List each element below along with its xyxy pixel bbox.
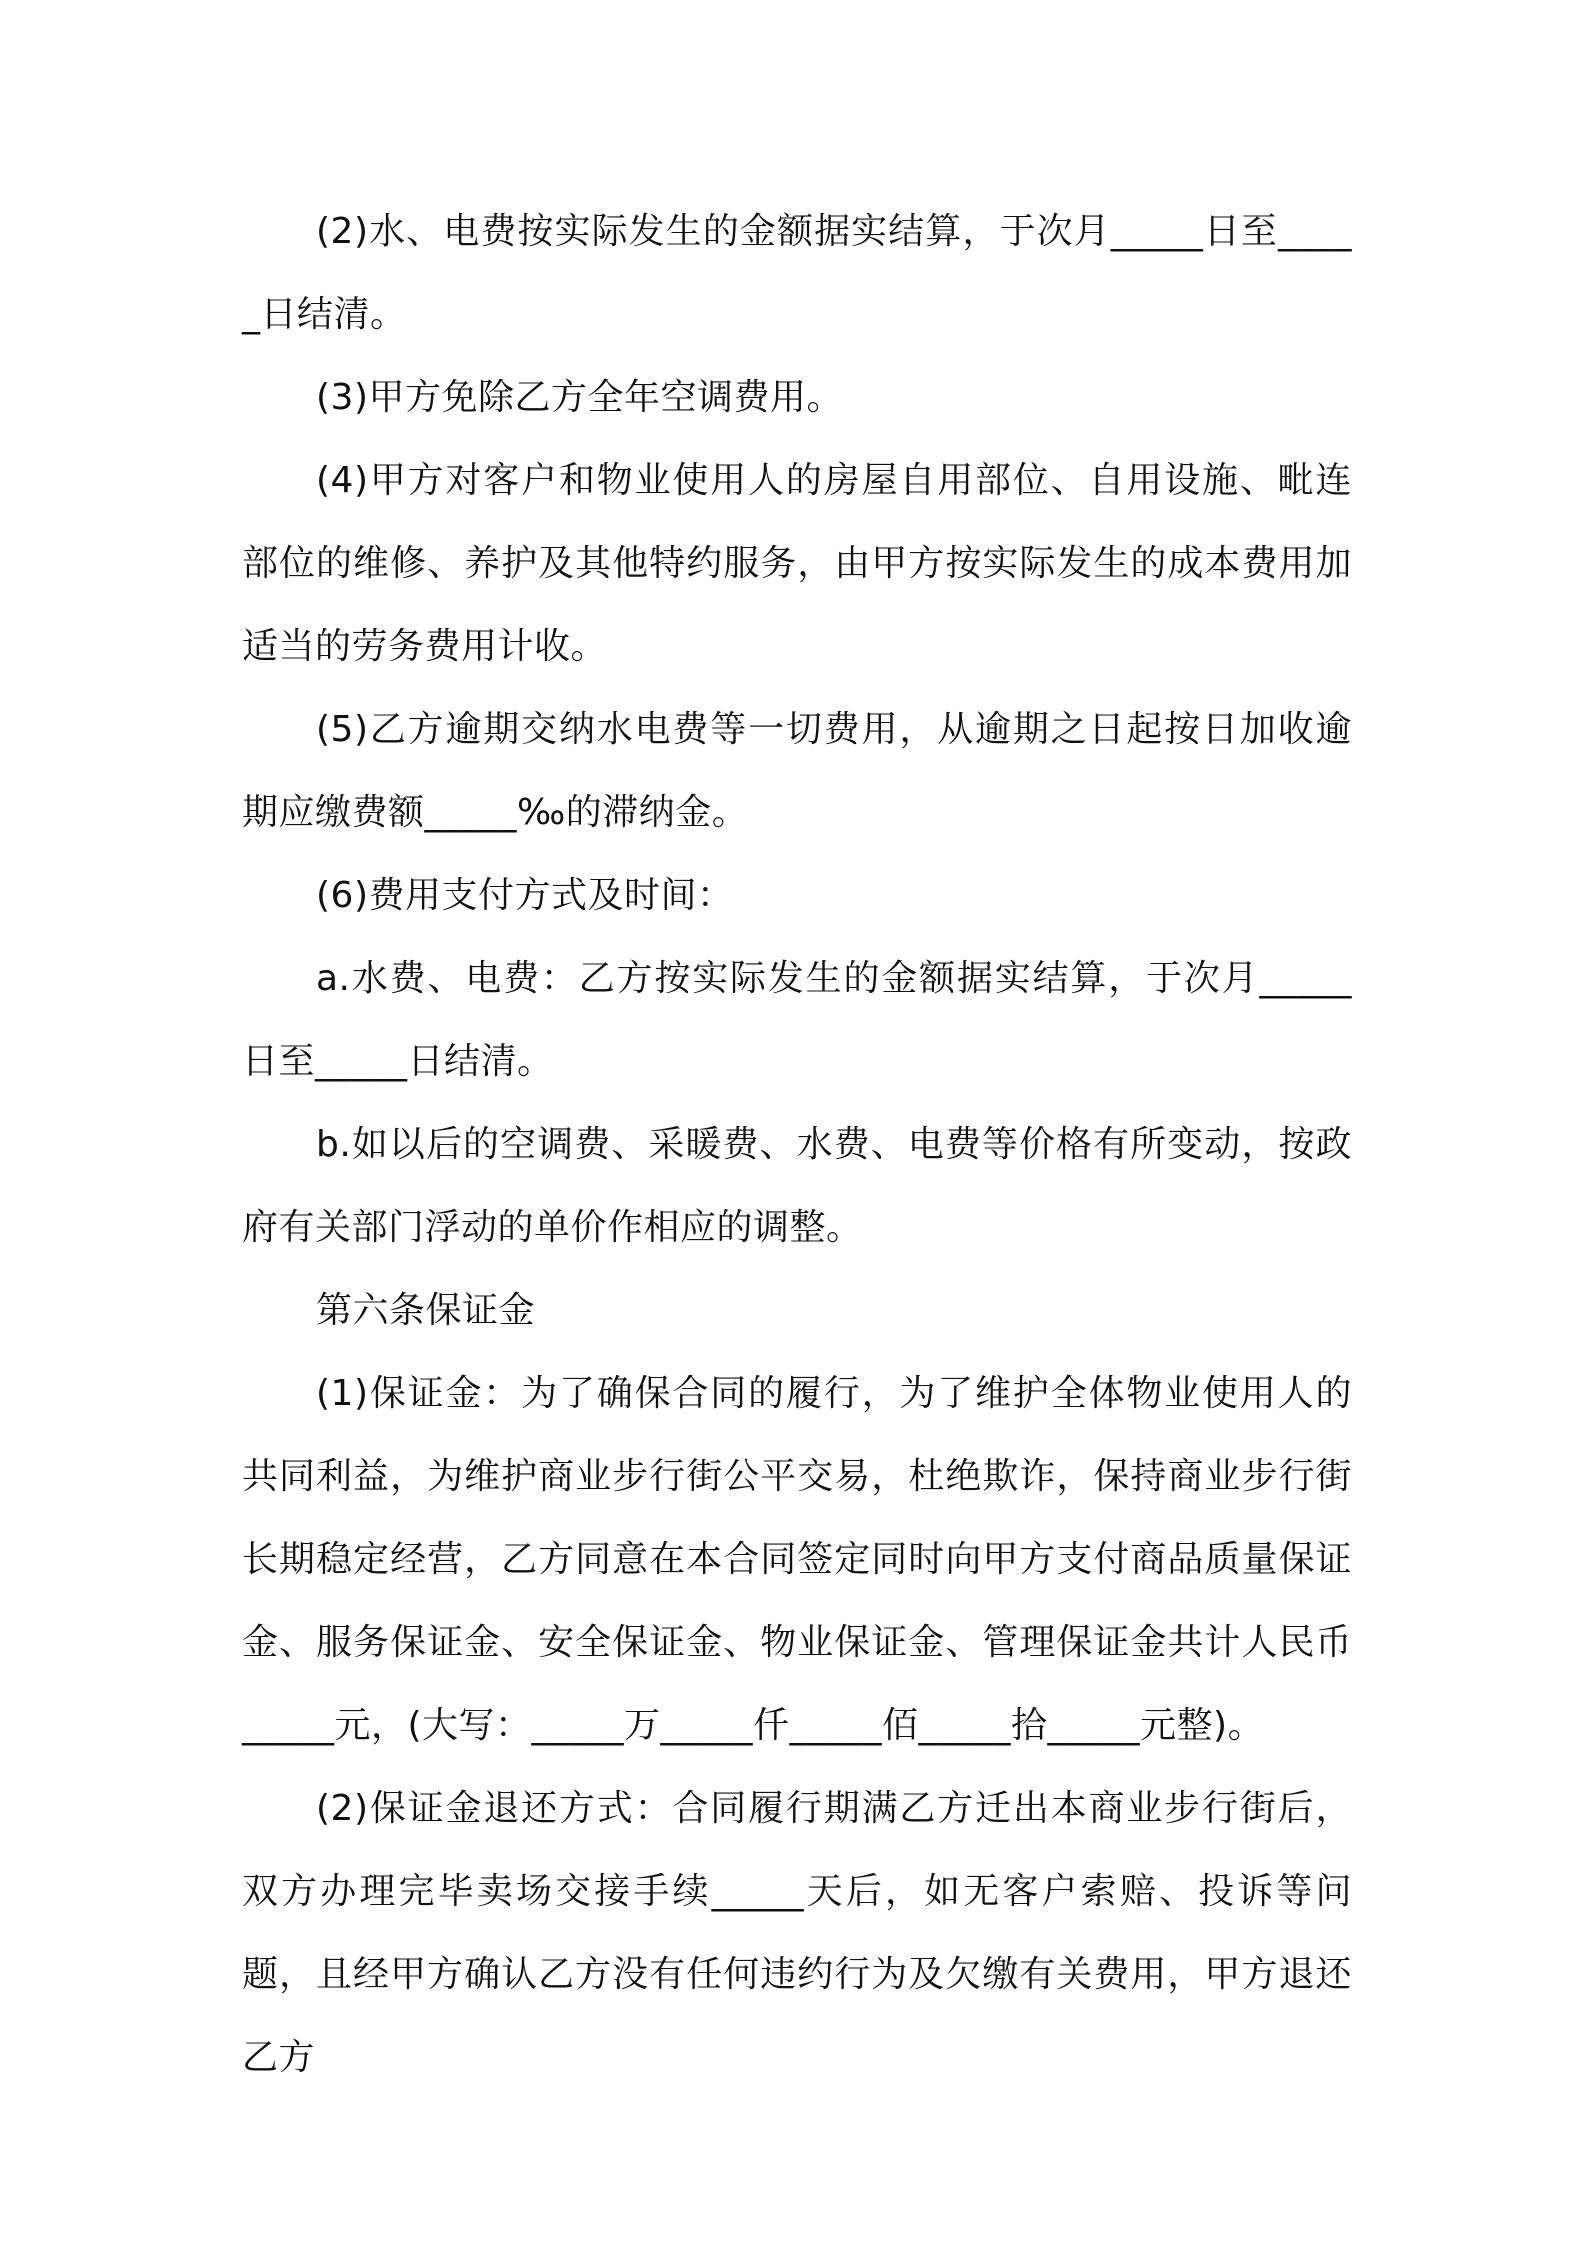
paragraph-price-adjustment: b.如以后的空调费、采暖费、水费、电费等价格有所变动，按政府有关部门浮动的单价作相应的调整。 (242, 1124, 1352, 1248)
document-body (242, 190, 1352, 2099)
paragraph-late-fee: (5)乙方逾期交纳水电费等一切费用，从逾期之日起按日加收逾期应缴费额_____‰的滞纳金。 (242, 709, 1352, 833)
paragraph-payment-water-electric: a.水费、电费：乙方按实际发生的金额据实结算，于次月_____日至_____日结清。 (242, 958, 1352, 1082)
paragraph-air-conditioning-waiver: (3)甲方免除乙方全年空调费用。 (316, 377, 843, 418)
paragraph-deposit-amount: (1)保证金：为了确保合同的履行，为了维护全体物业使用人的共同利益，为维护商业步行街公平交易，杜绝欺诈，保持商业步行街长期稳定经营，乙方同意在本合同签定同时向甲方支付商品质量保证金、服务保证金、安全保证金、物业保证金、管理保证金共计人民币_____元，(大写：_____万_____仟_____佰_____拾_____元整)。 (242, 1373, 1352, 1746)
paragraph-payment-method-heading: (6)费用支付方式及时间： (316, 875, 734, 916)
paragraph-water-electric-settlement: (2)水、电费按实际发生的金额据实结算，于次月_____日至_____日结清。 (242, 211, 1352, 335)
paragraph-maintenance-fees: (4)甲方对客户和物业使用人的房屋自用部位、自用设施、毗连部位的维修、养护及其他特约服务，由甲方按实际发生的成本费用加适当的劳务费用计收。 (242, 460, 1352, 667)
paragraph-deposit-refund: (2)保证金退还方式：合同履行期满乙方迁出本商业步行街后，双方办理完毕卖场交接手续_____天后，如无客户索赔、投诉等问题，且经甲方确认乙方没有任何违约行为及欠缴有关费用，甲方退还乙方 (242, 1788, 1352, 2078)
section-heading-deposit: 第六条保证金 (316, 1290, 536, 1331)
